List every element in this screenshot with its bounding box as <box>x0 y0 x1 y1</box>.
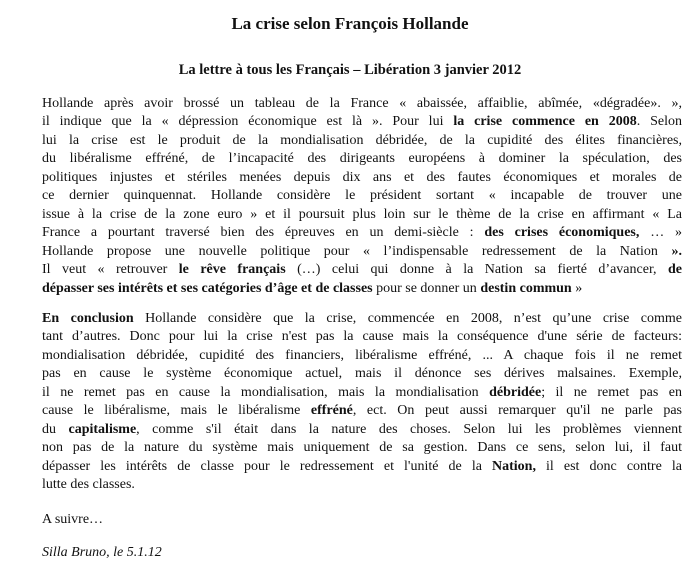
bold-run: destin commun <box>480 280 572 296</box>
text-line <box>42 224 682 242</box>
text-run: Hollande considère que la crise, commencée en 2008, n’est qu’une crise comme <box>133 311 683 326</box>
text-run: issue à la crise de la zone euro » et il poursuit plus loin sur le thème de la crise en affirmant « La <box>42 206 682 222</box>
text-run: dépasser les intérêts de classe pour le redressement et l'unité de la <box>42 458 492 474</box>
text-line <box>42 243 682 261</box>
text-run: lui la crise est le produit de la mondialisation débridée, de la cupidité des élites financières, <box>42 132 682 148</box>
bold-run: Nation, <box>492 458 536 474</box>
text-line <box>42 169 682 187</box>
text-line <box>42 365 682 383</box>
text-run: » <box>571 280 583 296</box>
text-line <box>42 113 682 131</box>
text-line <box>42 187 682 205</box>
text-line <box>42 439 682 457</box>
bold-run: En conclusion <box>42 311 134 326</box>
text-run: Il veut « retrouver <box>42 262 179 278</box>
bold-run: débridée <box>489 384 542 400</box>
text-line <box>42 476 682 494</box>
text-run: . Selon <box>636 114 683 130</box>
text-run: il ne remet pas en cause la mondialisation, mais la mondialisation <box>42 384 490 400</box>
text-run: … » <box>639 225 682 241</box>
text-run: lutte des classes. <box>42 477 135 493</box>
text-run: du <box>42 421 69 437</box>
text-run: Hollande propose une nouvelle politique pour « l’indispensable redressement de la Nation <box>42 243 658 259</box>
bold-run: des crises économiques, <box>484 225 640 241</box>
text-run: du libéralisme effréné, de l’incapacité des dirigeants européens à dominer la spéculation, des <box>42 151 682 167</box>
text-line <box>42 458 682 476</box>
text-line <box>42 328 682 346</box>
text-line <box>42 95 682 113</box>
text-line <box>42 206 682 224</box>
text-run: ; il ne remet pas en <box>541 384 682 400</box>
text-line <box>42 310 682 328</box>
text-run: Hollande après avoir brossé un tableau de la France « abaissée, affaiblie, abîmée, «dégradée». », <box>42 96 682 111</box>
text-line <box>42 150 682 168</box>
text-run: mondialisation débridée, cupidité des financiers, libéralisme effréné, ... A chaque fois il ne remet <box>42 347 682 363</box>
text-run: France a pourtant traversé bien des épreuves en un demi-siècle : <box>42 225 485 241</box>
text-run: pour se donner un <box>372 280 481 296</box>
text-run: il indique que la « dépression économique est là ». Pour lui <box>42 114 454 130</box>
paragraph-conclusion <box>42 310 682 495</box>
bold-run: la crise commence en 2008 <box>453 114 637 130</box>
paragraph-intro <box>42 95 682 298</box>
text-run: (…) celui qui donne à la Nation sa fierté d’avancer, <box>285 262 668 278</box>
bold-run: dépasser ses intérêts et ses catégories d’âge et de classes <box>42 280 373 296</box>
signature: Silla Bruno, le 5.1.12 <box>42 545 162 560</box>
text-run: il est donc contre la <box>535 458 682 474</box>
bold-run: le rêve français <box>178 262 286 278</box>
text-run: , comme s'il était dans la nature des choses. Selon lui les problèmes viennent <box>136 421 683 437</box>
text-line <box>42 280 682 298</box>
text-run: , ect. On peut aussi remarquer qu'il ne parle pas <box>352 403 682 419</box>
bold-run: ». <box>657 243 682 259</box>
text-run: ce dernier quinquennat. Hollande considère le président sortant « incapable de trouver une <box>42 188 682 204</box>
text-run: cause le libéralisme, mais le libéralisme <box>42 403 311 419</box>
text-line <box>42 261 682 279</box>
document-title: La crise selon François Hollande <box>231 14 469 33</box>
text-line <box>42 402 682 420</box>
document-subtitle: La lettre à tous les Français – Libération 3 janvier 2012 <box>178 62 522 78</box>
text-run: pas en cause le système économique actuel, mais il dénonce ses dérives malsaines. Exemple, <box>42 366 682 382</box>
text-line <box>42 421 682 439</box>
text-run: non pas de la nature du système mais uniquement de sa gestion. Dans ce sens, selon lui, il faut <box>42 440 682 456</box>
bold-run: de <box>668 262 682 278</box>
text-run: tant d’autres. Donc pour lui la crise n'est pas la cause mais la conséquence d'une série de facteurs: <box>42 329 682 345</box>
text-line <box>42 384 682 402</box>
text-line <box>42 347 682 365</box>
bold-run: capitalisme <box>68 421 137 437</box>
to-be-continued: A suivre… <box>42 512 104 527</box>
text-line <box>42 132 682 150</box>
bold-run: effréné <box>310 403 353 419</box>
text-run: politiques injustes et stériles menées depuis dix ans et des fautes économiques et morales de <box>42 169 682 185</box>
